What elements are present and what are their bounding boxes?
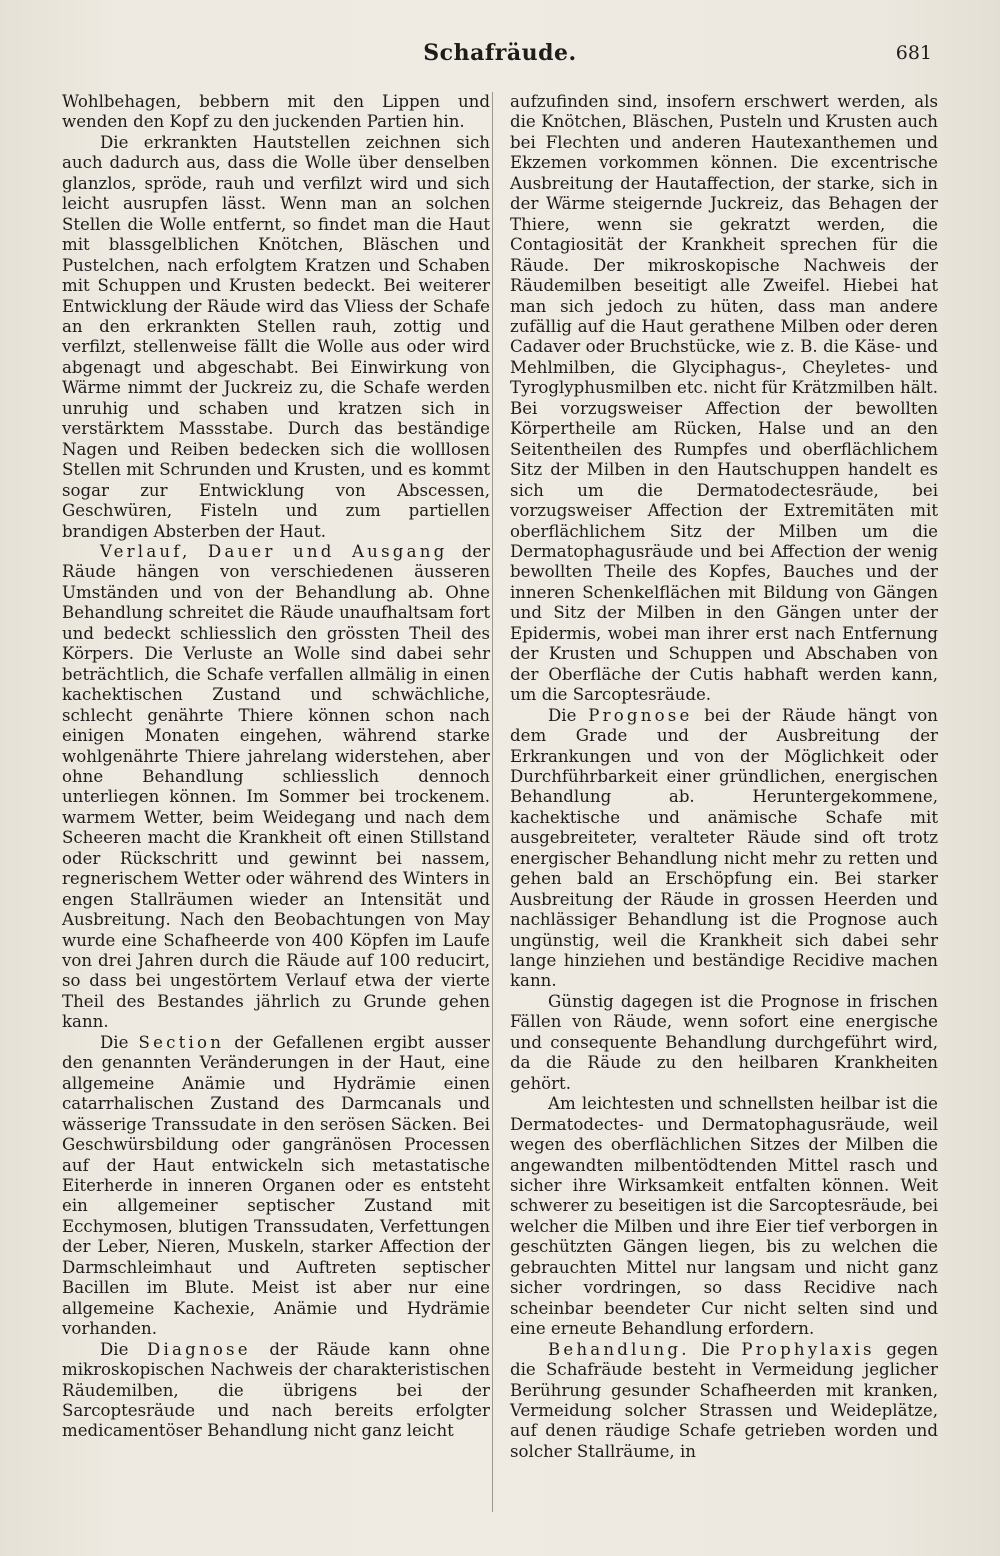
paragraph-itching-continuation: Wohlbehagen, bebbern mit den Lippen und wenden den Kopf zu den juckenden Partien hin.	[62, 92, 490, 132]
running-title: Schafräude.	[423, 40, 577, 66]
diagnosis-text: der Räude kann ohne mikroskopischen Nachweis der charakteristischen Räudemilben, die übrigens bei der Sarcoptesräude und nach bereits erfolgter medicamentöser Behandlung nicht ganz leicht	[62, 1339, 490, 1441]
page-number: 681	[895, 42, 932, 64]
paragraph-treatment	[510, 1340, 938, 1463]
paragraph-favourable-prognosis: Günstig dagegen ist die Prognose in frischen Fällen von Räude, wenn sofort eine energische und consequente Behandlung durchgeführt wird, da die Räude zu den heilbaren Krankheiten gehört.	[510, 991, 938, 1093]
diagnosis-lead: Die	[100, 1339, 148, 1359]
heading-treatment: Behandlung.	[548, 1339, 690, 1359]
heading-diagnosis: Diagnose	[147, 1339, 251, 1359]
paragraph-skin-lesions: Die erkrankten Hautstellen zeichnen sich auch dadurch aus, dass die Wolle über denselben glanzlos, spröde, rauh und verfilzt wird und sich leicht ausrupfen lässt. Wenn man an solchen Stellen die Wolle entfernt, so findet man die Haut mit blassgelblichen Knötchen, Bläschen und Pustelchen, nach erfolgtem Kratzen und Schaben mit Schuppen und Krusten bedeckt. Bei weiterer Entwicklung der Räude wird das Vliess der Schafe an den erkrankten Stellen rauh, zottig und verfilzt, stellenweise fällt die Wolle aus oder wird abgenagt und abgeschabt. Bei Einwirkung von Wärme nimmt der Juckreiz zu, die Schafe werden unruhig und schaben und kratzen sich in verstärktem Massstabe. Durch das beständige Nagen und Reiben bedecken sich die wolllosen Stellen mit Schrunden und Krusten, und es kommt sogar zur Entwicklung von Abscessen, Geschwüren, Fisteln und zum partiellen brandigen Absterben der Haut.	[62, 132, 490, 541]
paragraph-diagnosis	[62, 1340, 490, 1442]
paragraph-section	[62, 1033, 490, 1340]
prognosis-text: bei der Räude hängt von dem Grade und der Ausbreitung der Erkrankungen und von der Möglichkeit oder Durchführbarkeit einer gründlichen, energischen Behandlung ab. Heruntergekommene, kachektische und anämische Schafe mit ausgebreiteter, veralteter Räude sind oft trotz energischer Behandlung nicht mehr zu retten und gehen bald an Erschöpfung ein. Bei starker Ausbreitung der Räude in grossen Heerden und nachlässiger Behandlung ist die Prognose auch ungünstig, weil die Krankheit sich dabei sehr lange hinziehen und beständige Recidive machen kann.	[510, 705, 938, 991]
section-lead: Die	[100, 1032, 139, 1052]
prognosis-lead: Die	[548, 705, 589, 725]
paragraph-course-duration-outcome	[62, 542, 490, 1033]
heading-prognosis: Prognose	[588, 705, 693, 725]
right-column	[510, 92, 938, 1462]
paragraph-curability: Am leichtesten und schnellsten heilbar ist die Dermatodectes- und Dermatophagusräude, weil wegen des oberflächlichen Sitzes der Milben die angewandten milbentödtenden Mittel rasch und sicher ihre Wirksamkeit entfalten können. Weit schwerer zu beseitigen ist die Sarcoptesräude, bei welcher die Milben und ihre Eier tief verborgen in geschützten Gängen liegen, bis zu welchen die gebrauchten Mittel nur langsam und nicht ganz sicher vordringen, so dass Recidive nach scheinbar beendeter Cur nicht selten sind und eine erneute Behandlung erfordern.	[510, 1094, 938, 1339]
left-column	[62, 92, 490, 1442]
running-head	[0, 40, 1000, 74]
paragraph-prognosis	[510, 706, 938, 992]
paragraph-diagnosis-continuation: aufzufinden sind, insofern erschwert werden, als die Knötchen, Bläschen, Pusteln und Krusten auch bei Flechten und anderen Hautexanthemen und Ekzemen vorkommen können. Die excentrische Ausbreitung der Hautaffection, der starke, sich in der Wärme steigernde Juckreiz, das Behagen der Thiere, wenn sie gekratzt werden, die Contagiosität der Krankheit sprechen für die Räude. Der mikroskopische Nachweis der Räudemilben beseitigt alle Zweifel. Hiebei hat man sich jedoch zu hüten, dass man andere zufällig auf die Haut gerathene Milben oder deren Cadaver oder Bruchstücke, wie z. B. die Käse- und Mehlmilben, die Glyciphagus-, Cheyletes- und Tyroglyphusmilben etc. nicht für Krätzmilben hält. Bei vorzugsweiser Affection der bewollten Körpertheile am Rücken, Halse und an den Seitentheilen des Rumpfes und oberflächlichem Sitz der Milben in den Hautschuppen handelt es sich um die Dermatodectesräude, bei vorzugsweiser Affection der Extremitäten mit oberflächlichem Sitz der Milben um die Dermatophagusräude und bei Affection der wenig bewollten Theile des Kopfes, Bauches und der inneren Schenkelflächen mit Bildung von Gängen und Sitz der Milben in den Gängen unter der Epidermis, wobei man ihrer erst nach Entfernung der Krusten und Schuppen und Abschaben von der Oberfläche der Cutis habhaft werden kann, um die Sarcoptesräude.	[510, 92, 938, 705]
course-text: der Räude hängen von verschiedenen äusseren Umständen und von der Behandlung ab. Ohne Behandlung schreitet die Räude unaufhaltsam fort und bedeckt schliesslich den grössten Theil des Körpers. Die Verluste an Wolle sind dabei sehr beträchtlich, die Schafe verfallen allmälig in einen kachektischen Zustand und schwächliche, schlecht genährte Thiere können schon nach einigen Monaten eingehen, während starke wohlgenährte Thiere jahrelang widerstehen, aber ohne Behandlung schliesslich dennoch unterliegen können. Im Sommer bei trockenem. warmem Wetter, beim Weidegang und nach dem Scheeren macht die Krankheit oft einen Stillstand oder Rückschritt und gewinnt bei nassem, regnerischem Wetter oder während des Winters in engen Stallräumen wieder an Intensität und Ausbreitung. Nach den Beobachtungen von May wurde eine Schafheerde von 400 Köpfen im Laufe von drei Jahren durch die Räude auf 100 reducirt, so dass bei ungestörtem Verlauf etwa der vierte Theil des Bestandes jährlich zu Grunde gehen kann.	[62, 541, 490, 1032]
heading-section: Section	[138, 1032, 225, 1052]
heading-course-duration-outcome: Verlauf, Dauer und Ausgang	[100, 541, 448, 561]
column-divider	[492, 92, 493, 1512]
section-text: der Gefallenen ergibt ausser den genannten Veränderungen in der Haut, eine allgemeine Anämie und Hydrämie einen catarrhalischen Zustand des Darmcanals und wässerige Transsudate in den serösen Säcken. Bei Geschwürsbildung oder gangränösen Processen auf der Haut entwickeln sich metastatische Eiterherde in inneren Organen oder es entsteht ein allgemeiner septischer Zustand mit Ecchymosen, blutigen Transsudaten, Verfettungen der Leber, Nieren, Muskeln, starker Affection der Darmschleimhaut und Auftreten septischer Bacillen im Blute. Meist ist aber nur eine allgemeine Kachexie, Anämie und Hydrämie vorhanden.	[62, 1032, 490, 1339]
heading-prophylaxis: Prophylaxis	[741, 1339, 875, 1359]
treatment-text: gegen die Schafräude besteht in Vermeidung jeglicher Berührung gesunder Schafheerden mit kranken, Vermeidung solcher Strassen und Weideplätze, auf denen räudige Schafe getrieben worden und solcher Stallräume, in	[510, 1339, 938, 1461]
treatment-mid: Die	[689, 1339, 742, 1359]
